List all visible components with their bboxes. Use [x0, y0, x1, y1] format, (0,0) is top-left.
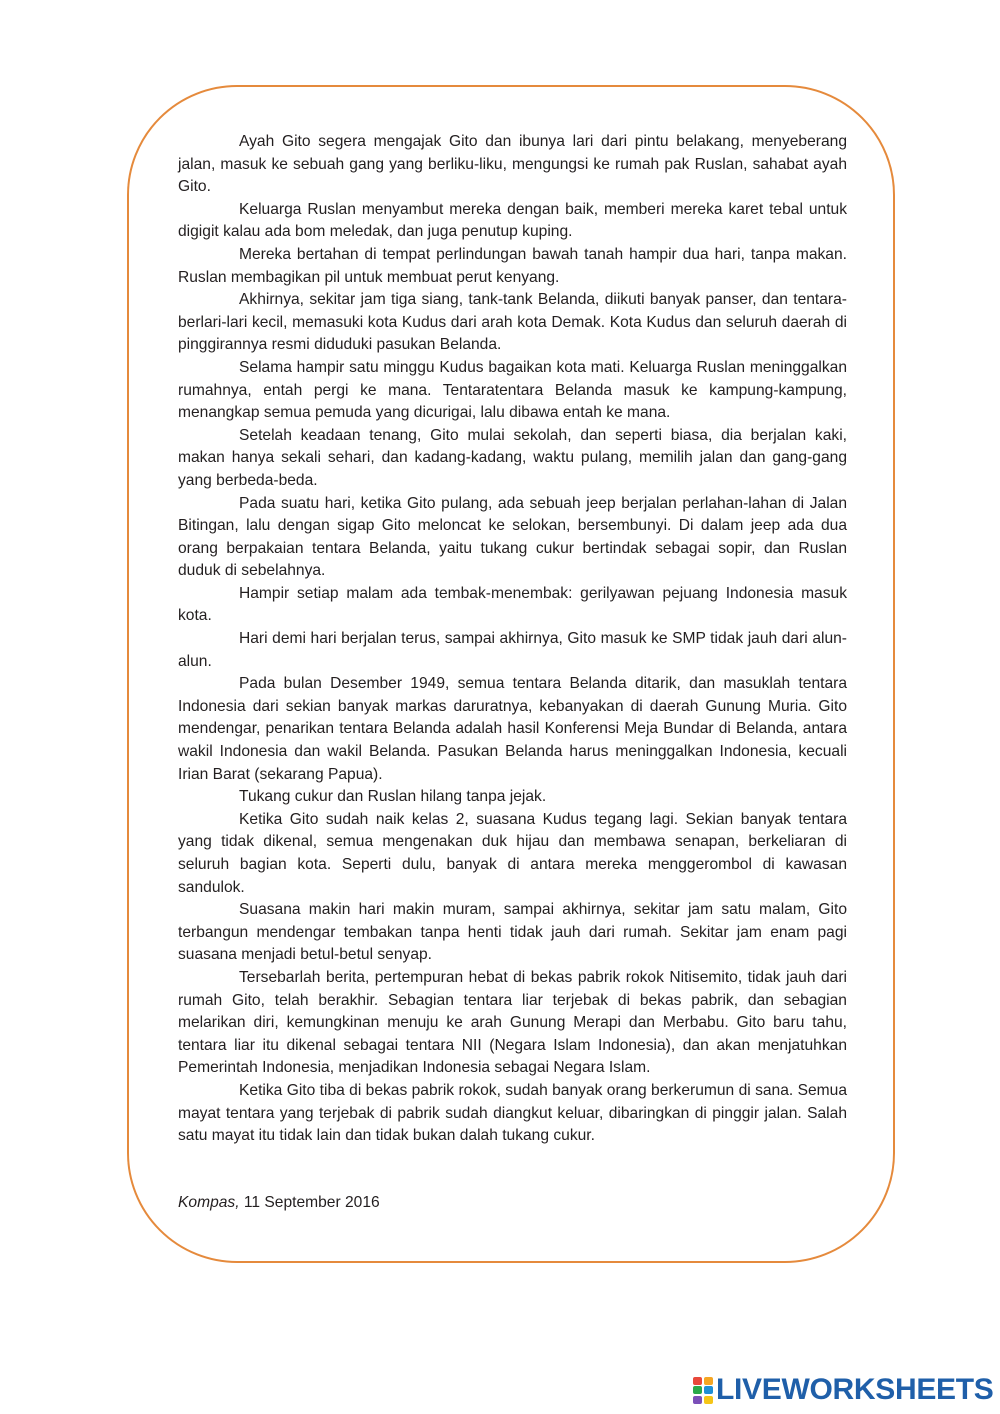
logo-block [693, 1386, 702, 1394]
brand-name: LIVEWORKSHEETS [716, 1373, 994, 1406]
story-paragraph: Akhirnya, sekitar jam tiga siang, tank-tank Belanda, diikuti banyak panser, dan tentara-berlari-lari kecil, memasuki kota Kudus dari arah kota Demak. Kota Kudus dan seluruh daerah di pinggirannya resmi diduduki pasukan Belanda. [178, 291, 847, 354]
story-paragraph: Hari demi hari berjalan terus, sampai akhirnya, Gito masuk ke SMP tidak jauh dari alun-alun. [178, 630, 847, 670]
source-citation [178, 1192, 380, 1215]
logo-block [704, 1377, 713, 1385]
logo-block [704, 1396, 713, 1404]
story-paragraph: Pada suatu hari, ketika Gito pulang, ada sebuah jeep berjalan perlahan-lahan di Jalan Bitingan, lalu dengan sigap Gito meloncat ke selokan, bersembunyi. Di dalam jeep ada dua orang berpakaian tentara Belanda, yaitu tukang cukur bertindak sebagai sopir, dan Ruslan duduk di sebelahnya. [178, 494, 847, 580]
story-paragraph: Selama hampir satu minggu Kudus bagaikan kota mati. Keluarga Ruslan meninggalkan rumahnya, entah pergi ke mana. Tentaratentara Belanda masuk ke kampung-kampung, menangkap semua pemuda yang dicurigai, lalu dibawa entah ke mana. [178, 358, 847, 422]
source-publication: Kompas, [178, 1194, 240, 1211]
logo-block [693, 1396, 702, 1404]
story-paragraph: Setelah keadaan tenang, Gito mulai sekolah, dan seperti biasa, dia berjalan kaki, makan hanya sekali sehari, dan kadang-kadang, waktu pulang, memilih jalan dan gang-gang yang berbeda-beda. [178, 426, 847, 489]
story-paragraph: Tukang cukur dan Ruslan hilang tanpa jejak. [239, 788, 547, 806]
logo-block [693, 1377, 702, 1385]
story-paragraph: Ayah Gito segera mengajak Gito dan ibunya lari dari pintu belakang, menyeberang jalan, masuk ke sebuah gang yang berliku-liku, mengungsi ke rumah pak Ruslan, sahabat ayah Gito. [178, 133, 847, 196]
logo-block [704, 1386, 713, 1394]
story-paragraph: Ketika Gito sudah naik kelas 2, suasana Kudus tegang lagi. Sekian banyak tentara yang tidak dikenal, semua mengenakan duk hijau dan membawa senapan, berkeliaran di seluruh bagian kota. Seperti dulu, banyak di antara mereka menggerombol di kawasan sandulok. [178, 810, 847, 896]
story-paragraph: Mereka bertahan di tempat perlindungan bawah tanah hampir dua hari, tanpa makan. Ruslan membagikan pil untuk membuat perut kenyang. [178, 245, 847, 286]
story-paragraph: Ketika Gito tiba di bekas pabrik rokok, sudah banyak orang berkerumun di sana. Semua mayat tentara yang terjebak di pabrik sudah diangkut keluar, dibaringkan di pinggir jalan. Salah satu mayat itu tidak lain dan tidak bukan dalah tukang cukur. [178, 1081, 847, 1145]
liveworksheets-logo-icon [693, 1377, 714, 1404]
story-paragraph: Pada bulan Desember 1949, semua tentara Belanda ditarik, dan masuklah tentara Indonesia dari sekian banyak markas daruratnya, kebanyakan di daerah Gunung Muria. Gito mendengar, penarikan tentara Belanda adalah hasil Konferensi Meja Bundar di Belanda, antara wakil Indonesia dan wakil Belanda. Pasukan Belanda harus meninggalkan Indonesia, kecuali Irian Barat (sekarang Papua). [178, 675, 847, 783]
story-paragraph: Suasana makin hari makin muram, sampai akhirnya, sekitar jam satu malam, Gito terbangun mendengar tembakan tanpa henti tidak jauh dari rumah. Sekitar jam enam pagi suasana menjadi betul-betul senyap. [178, 901, 847, 964]
story-text [178, 131, 847, 1148]
story-paragraph: Tersebarlah berita, pertempuran hebat di bekas pabrik rokok Nitisemito, tidak jauh dari rumah Gito, telah berakhir. Sebagian tentara liar terjebak di bekas pabrik, dan sebagian melarikan diri, kemungkinan menuju ke arah Gunung Merapi dan Merbabu. Gito baru tahu, tentara liar itu dikenal sebagai tentara NII (Negara Islam Indonesia), dan akan menjatuhkan Pemerintah Indonesia, menjadikan Indonesia sebagai Negara Islam. [178, 968, 847, 1077]
story-paragraph: Keluarga Ruslan menyambut mereka dengan baik, memberi mereka karet tebal untuk digigit kalau ada bom meledak, dan juga penutup kuping. [178, 200, 847, 241]
story-paragraph: Hampir setiap malam ada tembak-menembak: gerilyawan pejuang Indonesia masuk kota. [178, 584, 847, 625]
source-date: 11 September 2016 [239, 1194, 380, 1211]
liveworksheets-brand[interactable] [693, 1374, 994, 1406]
